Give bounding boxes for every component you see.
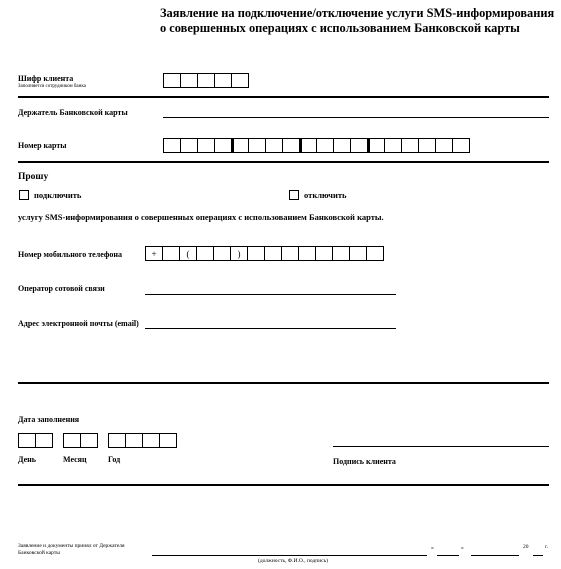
- phone-cell[interactable]: [196, 246, 214, 261]
- day-cell[interactable]: [18, 433, 36, 448]
- request-heading: Прошу: [18, 172, 49, 182]
- phone-cell[interactable]: (: [179, 246, 197, 261]
- fill-date-label: Дата заполнения: [18, 415, 80, 424]
- divider: [18, 161, 549, 163]
- code-cell[interactable]: [197, 73, 215, 88]
- phone-cell[interactable]: [162, 246, 180, 261]
- disconnect-checkbox[interactable]: [289, 190, 299, 200]
- operator-line[interactable]: [145, 294, 396, 295]
- year-cell[interactable]: [125, 433, 143, 448]
- phone-cell[interactable]: [298, 246, 316, 261]
- phone-cell[interactable]: [332, 246, 350, 261]
- accepted-by-line[interactable]: [152, 555, 427, 556]
- card-cell[interactable]: [316, 138, 334, 153]
- card-cell[interactable]: [197, 138, 215, 153]
- day-cells[interactable]: [18, 433, 53, 448]
- card-cell[interactable]: [163, 138, 181, 153]
- date-year-line[interactable]: [533, 555, 543, 556]
- month-label: Месяц: [63, 455, 87, 464]
- card-cell[interactable]: [282, 138, 300, 153]
- phone-cell[interactable]: [213, 246, 231, 261]
- card-cell[interactable]: [333, 138, 351, 153]
- signature-line[interactable]: [333, 446, 549, 447]
- client-code-cells[interactable]: [163, 73, 249, 88]
- year-label: Год: [108, 455, 121, 464]
- phone-cell[interactable]: ): [230, 246, 248, 261]
- card-cell[interactable]: [248, 138, 266, 153]
- email-label: Адрес электронной почты (email): [18, 319, 139, 328]
- date-month-line[interactable]: [471, 555, 519, 556]
- date-day-line[interactable]: [437, 555, 459, 556]
- day-label: День: [18, 455, 36, 464]
- phone-cell[interactable]: [247, 246, 265, 261]
- document-title: Заявление на подключение/отключение услуги SMS-информирования о совершенных операциях с использованием Банковской карты: [160, 6, 555, 35]
- signature-label: Подпись клиента: [333, 457, 396, 466]
- year-prefix: 20: [523, 544, 529, 550]
- divider: [18, 382, 549, 384]
- quote-open: «: [431, 545, 434, 551]
- phone-cell[interactable]: +: [145, 246, 163, 261]
- phone-cell[interactable]: [281, 246, 299, 261]
- phone-cell[interactable]: [349, 246, 367, 261]
- month-cell[interactable]: [63, 433, 81, 448]
- phone-cell[interactable]: [366, 246, 384, 261]
- year-cell[interactable]: [108, 433, 126, 448]
- phone-cell[interactable]: [264, 246, 282, 261]
- year-cell[interactable]: [142, 433, 160, 448]
- card-cell[interactable]: [401, 138, 419, 153]
- card-cell[interactable]: [418, 138, 436, 153]
- month-cell[interactable]: [80, 433, 98, 448]
- client-code-note: Заполняется сотрудником банка: [18, 84, 86, 89]
- phone-label: Номер мобильного телефона: [18, 250, 122, 259]
- card-number-cells[interactable]: [163, 138, 470, 153]
- connect-checkbox[interactable]: [19, 190, 29, 200]
- code-cell[interactable]: [163, 73, 181, 88]
- divider: [18, 96, 549, 98]
- accepted-text: Заявление и документы принял от Держателя Банковской карты: [18, 543, 125, 556]
- card-holder-label: Держатель Банковской карты: [18, 108, 128, 117]
- card-cell[interactable]: [367, 138, 385, 153]
- year-suffix: г.: [545, 544, 549, 550]
- card-cell[interactable]: [299, 138, 317, 153]
- code-cell[interactable]: [231, 73, 249, 88]
- card-cell[interactable]: [231, 138, 249, 153]
- card-holder-line[interactable]: [163, 117, 549, 118]
- connect-label: подключить: [34, 190, 82, 200]
- card-cell[interactable]: [452, 138, 470, 153]
- disconnect-label: отключить: [304, 190, 347, 200]
- card-cell[interactable]: [350, 138, 368, 153]
- phone-cells[interactable]: [145, 246, 384, 261]
- year-cell[interactable]: [159, 433, 177, 448]
- operator-label: Оператор сотовой связи: [18, 284, 105, 293]
- card-cell[interactable]: [180, 138, 198, 153]
- month-cells[interactable]: [63, 433, 98, 448]
- card-cell[interactable]: [214, 138, 232, 153]
- quote-close: »: [461, 545, 464, 551]
- card-cell[interactable]: [384, 138, 402, 153]
- day-cell[interactable]: [35, 433, 53, 448]
- divider: [18, 484, 549, 486]
- client-code-label: Шифр клиента: [18, 74, 74, 83]
- service-description: услугу SMS-информирования о совершенных операциях с использованием Банковской карты.: [18, 212, 384, 222]
- card-cell[interactable]: [435, 138, 453, 153]
- code-cell[interactable]: [214, 73, 232, 88]
- card-number-label: Номер карты: [18, 141, 67, 150]
- code-cell[interactable]: [180, 73, 198, 88]
- accepted-caption: (должность, Ф.И.О., подпись): [258, 558, 328, 564]
- phone-cell[interactable]: [315, 246, 333, 261]
- card-cell[interactable]: [265, 138, 283, 153]
- email-line[interactable]: [145, 328, 396, 329]
- year-cells[interactable]: [108, 433, 177, 448]
